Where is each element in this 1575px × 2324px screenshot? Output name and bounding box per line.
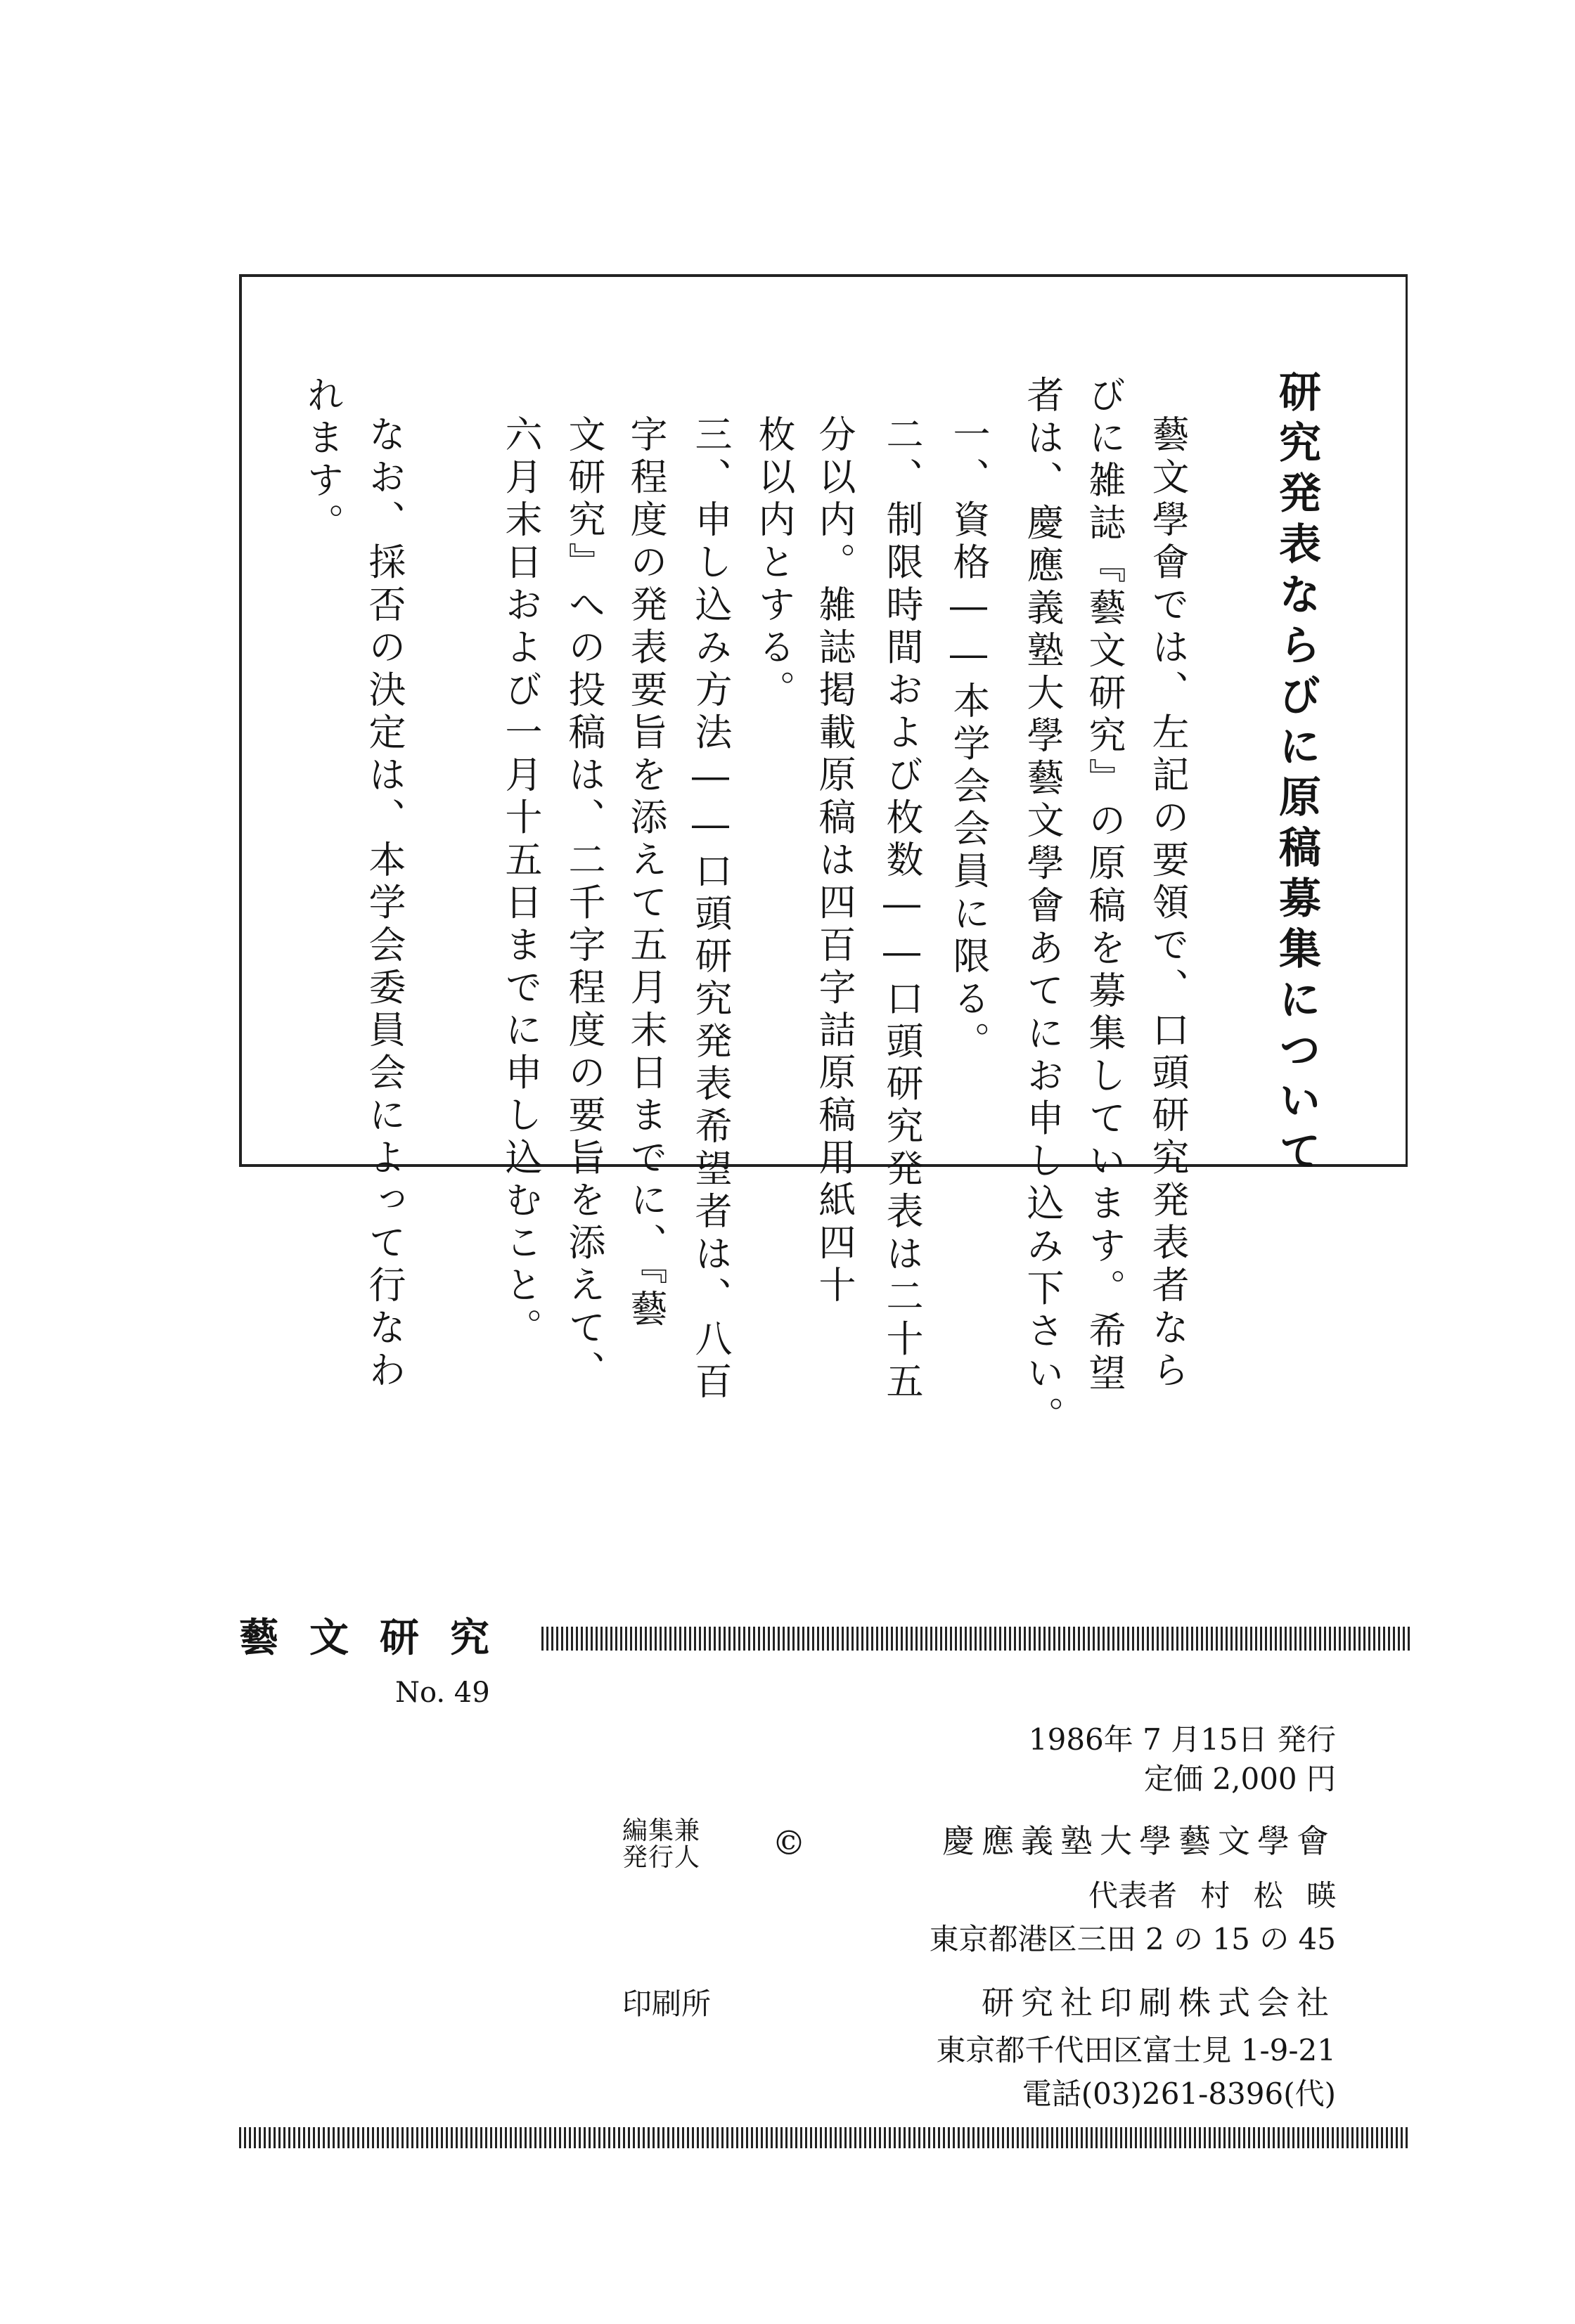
notice-item-method-cont-1: 字程度の発表要旨を添えて五月末日までに、『藝: [624, 415, 667, 1332]
price: 定価 2,000 円: [1144, 1762, 1336, 1796]
printer-name: 研究社印刷株式会社: [982, 1984, 1336, 2022]
copyright-mark: ©: [772, 1823, 806, 1863]
colophon-masthead: [239, 1617, 1410, 1659]
journal-title: 藝文研究: [239, 1615, 520, 1661]
notice-closing-cont: れます。: [301, 375, 344, 546]
notice-closing: なお、採否の決定は、本学会委員会によって行なわ: [363, 415, 406, 1393]
notice-item-qualification: 一、資格――本学会会員に限る。: [947, 415, 990, 1064]
printer-address: 東京都千代田区富士見 1-9-21: [936, 2033, 1336, 2067]
notice-title: 研究発表ならびに原稿募集について: [1272, 370, 1321, 1180]
notice-column-1: 藝文學會では、左記の要領で、口頭研究発表者なら: [1146, 415, 1189, 1393]
editor-label: [622, 1818, 700, 1871]
notice-item-method: 三、申し込み方法――口頭研究発表希望者は、八百: [689, 415, 732, 1405]
editor-label-line-2: 発行人: [622, 1843, 701, 1872]
notice-column-3: 者は、慶應義塾大學藝文學會あてにお申し込み下さい。: [1021, 375, 1064, 1439]
publisher-name: 慶應義塾大學藝文學會: [942, 1822, 1336, 1860]
notice-box: [239, 274, 1408, 1439]
notice-item-method-cont-2: 文研究』への投稿は、二千字程度の要旨を添えて、: [562, 415, 605, 1393]
printer-label: 印刷所: [622, 1987, 712, 2021]
printer-phone: 電話(03)261-8396(代): [1022, 2077, 1336, 2111]
notice-item-limits-cont-1: 分以内。雑誌掲載原稿は四百字詰原稿用紙四十: [813, 415, 856, 1308]
editor-label-line-1: 編集兼: [622, 1816, 701, 1845]
bottom-rule: [239, 2127, 1410, 2148]
issue-date: 1986年 7 月15日 発行: [1028, 1722, 1336, 1757]
notice-column-2: びに雑誌『藝文研究』の原稿を募集しています。希望: [1083, 375, 1126, 1396]
notice-item-limits-cont-2: 枚以内とする。: [752, 415, 795, 713]
notice-item-method-cont-3: 六月末日および一月十五日までに申し込むこと。: [499, 415, 542, 1350]
issue-number: No. 49: [395, 1677, 490, 1709]
publisher-address: 東京都港区三田 2 の 15 の 45: [929, 1922, 1336, 1956]
notice-item-limits: 二、制限時間および枚数――口頭研究発表は二十五: [880, 415, 923, 1405]
masthead-rule: [541, 1627, 1410, 1651]
representative: 代表者 村 松 暎: [1088, 1878, 1336, 1913]
